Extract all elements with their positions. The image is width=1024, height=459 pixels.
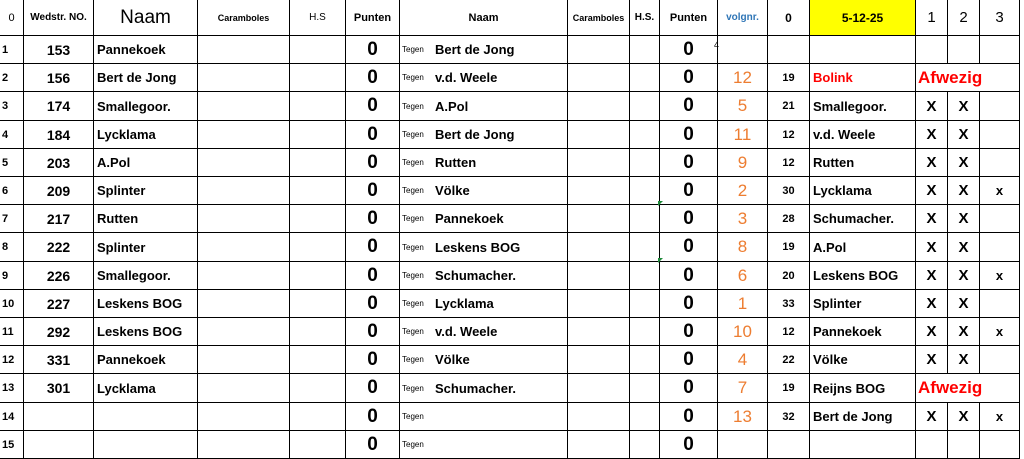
roster-name[interactable]: Leskens BOG	[810, 262, 916, 290]
caramboles-1-cell[interactable]	[198, 64, 290, 92]
player-1-name[interactable]: Leskens BOG	[94, 318, 198, 346]
player-1-name[interactable]: Smallegoor.	[94, 262, 198, 290]
roster-name[interactable]: Bert de Jong	[810, 403, 916, 431]
row-number[interactable]: 11	[0, 318, 24, 346]
header-corner[interactable]: 0	[0, 0, 24, 36]
tegen-label[interactable]: Tegen	[400, 346, 432, 374]
points-2[interactable]: 0	[660, 346, 718, 374]
caramboles-2-cell[interactable]	[568, 290, 630, 318]
player-1-name[interactable]: Smallegoor.	[94, 92, 198, 121]
hs-2-cell[interactable]	[630, 262, 660, 290]
caramboles-2-cell[interactable]	[568, 346, 630, 374]
player-2-name[interactable]	[432, 403, 568, 431]
hs-1-cell[interactable]	[290, 374, 346, 403]
attendance-c1[interactable]: X	[916, 346, 948, 374]
hs-1-cell[interactable]	[290, 92, 346, 121]
absent-status[interactable]: Afwezig	[916, 374, 1020, 403]
caramboles-2-cell[interactable]	[568, 374, 630, 403]
player-2-name[interactable]: Völke	[432, 177, 568, 205]
attendance-c1[interactable]: X	[916, 149, 948, 177]
hs-1-cell[interactable]	[290, 346, 346, 374]
tegen-label[interactable]: Tegen	[400, 64, 432, 92]
player-number[interactable]: 30	[768, 177, 810, 205]
player-1-name[interactable]: Lycklama	[94, 374, 198, 403]
attendance-c3[interactable]	[980, 205, 1020, 233]
cell-comment-marker	[658, 258, 663, 263]
player-number[interactable]: 21	[768, 92, 810, 121]
attendance-c3[interactable]	[980, 149, 1020, 177]
points-2[interactable]: 0	[660, 318, 718, 346]
volgnr-cell[interactable]: 7	[718, 374, 768, 403]
cell-comment-marker	[658, 201, 663, 206]
player-number[interactable]: 12	[768, 318, 810, 346]
attendance-c2[interactable]: X	[948, 177, 980, 205]
hs-2-cell[interactable]	[630, 177, 660, 205]
attendance-c3[interactable]	[980, 290, 1020, 318]
volgnr-cell[interactable]: 4	[718, 346, 768, 374]
points-1[interactable]: 0	[346, 374, 400, 403]
roster-name[interactable]: Pannekoek	[810, 318, 916, 346]
match-number[interactable]: 209	[24, 177, 94, 205]
caramboles-2-cell[interactable]	[568, 262, 630, 290]
match-number[interactable]: 153	[24, 36, 94, 64]
points-1[interactable]: 0	[346, 149, 400, 177]
attendance-c1[interactable]	[916, 431, 948, 459]
row-number[interactable]: 12	[0, 346, 24, 374]
tegen-label[interactable]: Tegen	[400, 233, 432, 262]
attendance-c3[interactable]	[980, 233, 1020, 262]
roster-name[interactable]: v.d. Weele	[810, 121, 916, 149]
tegen-label[interactable]: Tegen	[400, 262, 432, 290]
header-caramboles-2[interactable]: Caramboles	[568, 0, 630, 36]
caramboles-1-cell[interactable]	[198, 36, 290, 64]
header-hs[interactable]: H.S	[290, 0, 346, 36]
hs-2-cell[interactable]	[630, 431, 660, 459]
row-number[interactable]: 10	[0, 290, 24, 318]
player-number[interactable]	[768, 431, 810, 459]
roster-name[interactable]: A.Pol	[810, 233, 916, 262]
volgnr-cell[interactable]: 13	[718, 403, 768, 431]
player-number[interactable]: 19	[768, 374, 810, 403]
tegen-label[interactable]: Tegen	[400, 318, 432, 346]
attendance-c1[interactable]: X	[916, 318, 948, 346]
points-1[interactable]: 0	[346, 262, 400, 290]
player-1-name[interactable]: Pannekoek	[94, 346, 198, 374]
match-number[interactable]: 203	[24, 149, 94, 177]
attendance-c1[interactable]: X	[916, 121, 948, 149]
caramboles-2-cell[interactable]	[568, 64, 630, 92]
hs-2-cell[interactable]	[630, 233, 660, 262]
player-2-name[interactable]: Bert de Jong	[432, 121, 568, 149]
header-punten[interactable]: Punten	[346, 0, 400, 36]
attendance-c3[interactable]	[980, 92, 1020, 121]
roster-name[interactable]: Lycklama	[810, 177, 916, 205]
attendance-c3[interactable]: x	[980, 262, 1020, 290]
player-number[interactable]: 28	[768, 205, 810, 233]
attendance-c2[interactable]: X	[948, 290, 980, 318]
caramboles-2-cell[interactable]	[568, 205, 630, 233]
roster-name[interactable]: Schumacher.	[810, 205, 916, 233]
caramboles-1-cell[interactable]	[198, 403, 290, 431]
volgnr-cell[interactable]	[718, 431, 768, 459]
caramboles-1-cell[interactable]	[198, 177, 290, 205]
hs-1-cell[interactable]	[290, 149, 346, 177]
hs-2-cell[interactable]	[630, 318, 660, 346]
volgnr-cell[interactable]: 10	[718, 318, 768, 346]
tegen-label[interactable]: Tegen	[400, 431, 432, 459]
points-1[interactable]: 0	[346, 403, 400, 431]
hs-2-cell[interactable]	[630, 36, 660, 64]
points-1[interactable]: 0	[346, 318, 400, 346]
points-2[interactable]: 0	[660, 374, 718, 403]
attendance-c2[interactable]: X	[948, 233, 980, 262]
header-col-2[interactable]: 2	[948, 0, 980, 36]
hs-1-cell[interactable]	[290, 431, 346, 459]
match-number[interactable]: 156	[24, 64, 94, 92]
points-1[interactable]: 0	[346, 64, 400, 92]
match-number[interactable]: 184	[24, 121, 94, 149]
hs-2-cell[interactable]	[630, 121, 660, 149]
caramboles-1-cell[interactable]	[198, 318, 290, 346]
caramboles-1-cell[interactable]	[198, 205, 290, 233]
points-1[interactable]: 0	[346, 121, 400, 149]
player-2-name[interactable]: Bert de Jong	[432, 36, 568, 64]
volgnr-cell[interactable]: 2	[718, 177, 768, 205]
points-2[interactable]: 0	[660, 262, 718, 290]
player-2-name[interactable]: Rutten	[432, 149, 568, 177]
hs-1-cell[interactable]	[290, 290, 346, 318]
points-1[interactable]: 0	[346, 205, 400, 233]
points-1[interactable]: 0	[346, 36, 400, 64]
attendance-c3[interactable]	[980, 121, 1020, 149]
absent-status[interactable]: Afwezig	[916, 64, 1020, 92]
player-1-name[interactable]: Rutten	[94, 205, 198, 233]
roster-name[interactable]	[810, 431, 916, 459]
attendance-c3[interactable]	[980, 346, 1020, 374]
caramboles-1-cell[interactable]	[198, 346, 290, 374]
header-naam[interactable]: Naam	[94, 0, 198, 36]
points-1[interactable]: 0	[346, 290, 400, 318]
hs-1-cell[interactable]	[290, 318, 346, 346]
hs-2-cell[interactable]	[630, 92, 660, 121]
header-wedstr-no[interactable]: Wedstr. NO.	[24, 0, 94, 36]
player-number[interactable]: 12	[768, 121, 810, 149]
roster-name[interactable]: Rutten	[810, 149, 916, 177]
tegen-label[interactable]: Tegen	[400, 92, 432, 121]
tegen-label[interactable]: Tegen	[400, 177, 432, 205]
row-number[interactable]: 1	[0, 36, 24, 64]
attendance-c1[interactable]: X	[916, 92, 948, 121]
player-number[interactable]: 32	[768, 403, 810, 431]
row-number[interactable]: 3	[0, 92, 24, 121]
match-number[interactable]: 174	[24, 92, 94, 121]
points-1[interactable]: 0	[346, 92, 400, 121]
attendance-c2[interactable]: X	[948, 205, 980, 233]
hs-2-cell[interactable]	[630, 374, 660, 403]
row-number[interactable]: 7	[0, 205, 24, 233]
match-number[interactable]: 227	[24, 290, 94, 318]
player-1-name[interactable]: Splinter	[94, 177, 198, 205]
player-number[interactable]: 20	[768, 262, 810, 290]
player-1-name[interactable]	[94, 431, 198, 459]
row-number[interactable]: 5	[0, 149, 24, 177]
player-number[interactable]	[768, 36, 810, 64]
player-1-name[interactable]: A.Pol	[94, 149, 198, 177]
match-number[interactable]: 292	[24, 318, 94, 346]
tegen-label[interactable]: Tegen	[400, 121, 432, 149]
attendance-c1[interactable]: X	[916, 233, 948, 262]
row-number[interactable]: 4	[0, 121, 24, 149]
header-volgnr[interactable]: volgnr.	[718, 0, 768, 36]
player-2-name[interactable]: Lycklama	[432, 290, 568, 318]
hs-2-cell[interactable]	[630, 149, 660, 177]
player-1-name[interactable]: Pannekoek	[94, 36, 198, 64]
header-col-1[interactable]: 1	[916, 0, 948, 36]
player-number[interactable]: 19	[768, 233, 810, 262]
caramboles-1-cell[interactable]	[198, 92, 290, 121]
tegen-label[interactable]: Tegen	[400, 36, 432, 64]
match-number[interactable]: 226	[24, 262, 94, 290]
volgnr-cell[interactable]: 5	[718, 92, 768, 121]
attendance-c2[interactable]	[948, 431, 980, 459]
match-number[interactable]: 222	[24, 233, 94, 262]
tegen-label[interactable]: Tegen	[400, 149, 432, 177]
attendance-c2[interactable]: X	[948, 149, 980, 177]
tegen-label[interactable]: Tegen	[400, 374, 432, 403]
header-col-3[interactable]: 3	[980, 0, 1020, 36]
caramboles-2-cell[interactable]	[568, 36, 630, 64]
points-1[interactable]: 0	[346, 233, 400, 262]
player-number[interactable]: 12	[768, 149, 810, 177]
tegen-label[interactable]: Tegen	[400, 290, 432, 318]
caramboles-2-cell[interactable]	[568, 431, 630, 459]
points-2[interactable]: 0	[660, 149, 718, 177]
volgnr-cell[interactable]: 1	[718, 290, 768, 318]
attendance-c1[interactable]: X	[916, 403, 948, 431]
header-naam-2[interactable]: Naam	[400, 0, 568, 36]
hs-1-cell[interactable]	[290, 403, 346, 431]
player-2-name[interactable]: Schumacher.	[432, 262, 568, 290]
match-number[interactable]: 301	[24, 374, 94, 403]
attendance-c1[interactable]: X	[916, 205, 948, 233]
volgnr-cell[interactable]: 3	[718, 205, 768, 233]
points-2[interactable]: 0	[660, 205, 718, 233]
attendance-c3[interactable]	[980, 431, 1020, 459]
player-number[interactable]: 22	[768, 346, 810, 374]
row-number[interactable]: 13	[0, 374, 24, 403]
roster-name[interactable]	[810, 36, 916, 64]
hs-1-cell[interactable]	[290, 177, 346, 205]
points-2[interactable]: 0	[660, 36, 718, 64]
stray-value: 4	[714, 40, 720, 50]
roster-name[interactable]: Reijns BOG	[810, 374, 916, 403]
attendance-c2[interactable]: X	[948, 318, 980, 346]
caramboles-1-cell[interactable]	[198, 121, 290, 149]
roster-name[interactable]: Splinter	[810, 290, 916, 318]
player-2-name[interactable]: A.Pol	[432, 92, 568, 121]
attendance-c1[interactable]: X	[916, 290, 948, 318]
caramboles-1-cell[interactable]	[198, 374, 290, 403]
player-2-name[interactable]: v.d. Weele	[432, 318, 568, 346]
row-number[interactable]: 2	[0, 64, 24, 92]
player-1-name[interactable]: Leskens BOG	[94, 290, 198, 318]
player-2-name[interactable]: Völke	[432, 346, 568, 374]
volgnr-cell[interactable]: 6	[718, 262, 768, 290]
hs-2-cell[interactable]	[630, 346, 660, 374]
attendance-c2[interactable]: X	[948, 121, 980, 149]
row-number[interactable]: 15	[0, 431, 24, 459]
attendance-c2[interactable]: X	[948, 346, 980, 374]
points-2[interactable]: 0	[660, 431, 718, 459]
attendance-c1[interactable]: X	[916, 262, 948, 290]
player-2-name[interactable]: v.d. Weele	[432, 64, 568, 92]
attendance-c3[interactable]: x	[980, 177, 1020, 205]
points-2[interactable]: 0	[660, 233, 718, 262]
hs-1-cell[interactable]	[290, 233, 346, 262]
hs-1-cell[interactable]	[290, 64, 346, 92]
caramboles-1-cell[interactable]	[198, 149, 290, 177]
match-number[interactable]	[24, 431, 94, 459]
points-2[interactable]: 0	[660, 121, 718, 149]
points-1[interactable]: 0	[346, 346, 400, 374]
points-2[interactable]: 0	[660, 290, 718, 318]
volgnr-cell[interactable]: 12	[718, 64, 768, 92]
match-number[interactable]	[24, 403, 94, 431]
player-1-name[interactable]: Splinter	[94, 233, 198, 262]
roster-name[interactable]: Bolink	[810, 64, 916, 92]
hs-1-cell[interactable]	[290, 262, 346, 290]
points-1[interactable]: 0	[346, 431, 400, 459]
hs-2-cell[interactable]	[630, 403, 660, 431]
header-hs-2[interactable]: H.S.	[630, 0, 660, 36]
row-number[interactable]: 8	[0, 233, 24, 262]
points-1[interactable]: 0	[346, 177, 400, 205]
hs-2-cell[interactable]	[630, 290, 660, 318]
hs-1-cell[interactable]	[290, 121, 346, 149]
hs-1-cell[interactable]	[290, 205, 346, 233]
caramboles-1-cell[interactable]	[198, 431, 290, 459]
attendance-c2[interactable]: X	[948, 403, 980, 431]
player-1-name[interactable]: Bert de Jong	[94, 64, 198, 92]
points-2[interactable]: 0	[660, 92, 718, 121]
player-number[interactable]: 19	[768, 64, 810, 92]
attendance-c2[interactable]: X	[948, 92, 980, 121]
header-punten-2[interactable]: Punten	[660, 0, 718, 36]
caramboles-2-cell[interactable]	[568, 121, 630, 149]
volgnr-cell[interactable]: 8	[718, 233, 768, 262]
hs-1-cell[interactable]	[290, 36, 346, 64]
attendance-c2[interactable]: X	[948, 262, 980, 290]
row-number[interactable]: 6	[0, 177, 24, 205]
header-caramboles[interactable]: Caramboles	[198, 0, 290, 36]
caramboles-1-cell[interactable]	[198, 290, 290, 318]
points-2[interactable]: 0	[660, 64, 718, 92]
player-number[interactable]: 33	[768, 290, 810, 318]
player-1-name[interactable]	[94, 403, 198, 431]
points-2[interactable]: 0	[660, 403, 718, 431]
player-2-name[interactable]: Schumacher.	[432, 374, 568, 403]
row-number[interactable]: 14	[0, 403, 24, 431]
attendance-c1[interactable]: X	[916, 177, 948, 205]
row-number[interactable]: 9	[0, 262, 24, 290]
hs-2-cell[interactable]	[630, 64, 660, 92]
caramboles-2-cell[interactable]	[568, 177, 630, 205]
tegen-label[interactable]: Tegen	[400, 403, 432, 431]
player-1-name[interactable]: Lycklama	[94, 121, 198, 149]
caramboles-1-cell[interactable]	[198, 262, 290, 290]
attendance-c3[interactable]	[980, 36, 1020, 64]
player-2-name[interactable]: Pannekoek	[432, 205, 568, 233]
caramboles-2-cell[interactable]	[568, 318, 630, 346]
header-date[interactable]: 5-12-25	[810, 0, 916, 36]
caramboles-1-cell[interactable]	[198, 233, 290, 262]
caramboles-2-cell[interactable]	[568, 92, 630, 121]
volgnr-cell[interactable]	[718, 36, 768, 64]
roster-name[interactable]: Völke	[810, 346, 916, 374]
tegen-label[interactable]: Tegen	[400, 205, 432, 233]
player-2-name[interactable]	[432, 431, 568, 459]
attendance-c3[interactable]: x	[980, 403, 1020, 431]
caramboles-2-cell[interactable]	[568, 149, 630, 177]
attendance-c2[interactable]	[948, 36, 980, 64]
player-2-name[interactable]: Leskens BOG	[432, 233, 568, 262]
volgnr-cell[interactable]: 9	[718, 149, 768, 177]
volgnr-cell[interactable]: 11	[718, 121, 768, 149]
hs-2-cell[interactable]	[630, 205, 660, 233]
points-2[interactable]: 0	[660, 177, 718, 205]
caramboles-2-cell[interactable]	[568, 403, 630, 431]
caramboles-2-cell[interactable]	[568, 233, 630, 262]
match-number[interactable]: 331	[24, 346, 94, 374]
attendance-c3[interactable]: x	[980, 318, 1020, 346]
roster-name[interactable]: Smallegoor.	[810, 92, 916, 121]
attendance-c1[interactable]	[916, 36, 948, 64]
header-zero[interactable]: 0	[768, 0, 810, 36]
match-number[interactable]: 217	[24, 205, 94, 233]
